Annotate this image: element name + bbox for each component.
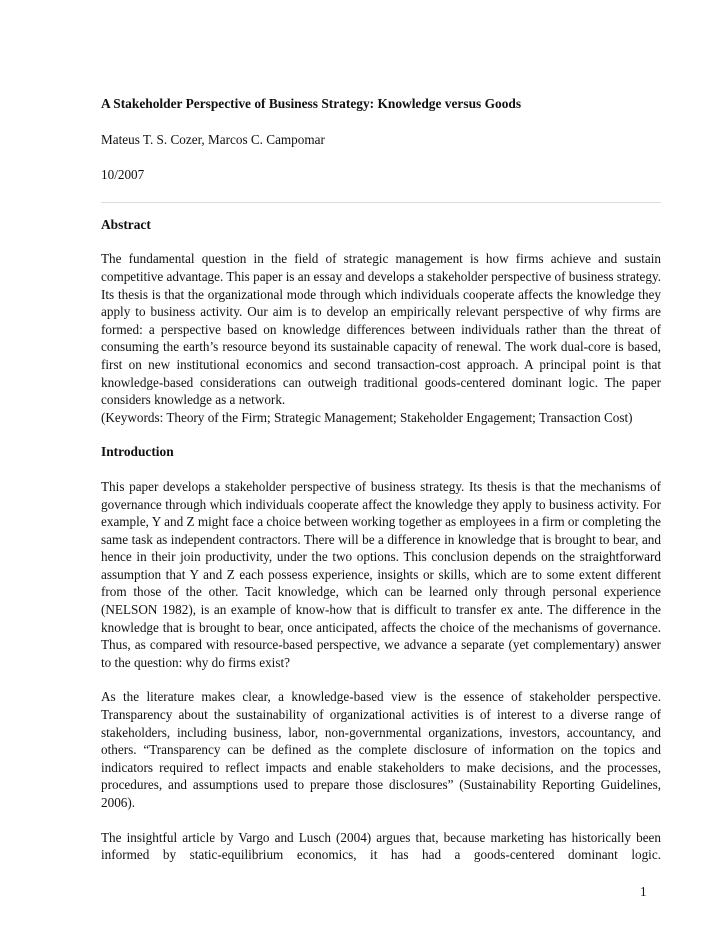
page-number: 1 — [640, 884, 647, 899]
paper-title: A Stakeholder Perspective of Business Strategy: Knowledge versus Goods — [101, 96, 522, 111]
introduction-heading: Introduction — [101, 444, 174, 460]
introduction-paragraph-2: As the literature makes clear, a knowledge-based view is the essence of stakeholder perspective. Transparency about the sustainability of organizational activities is of interest to a diverse range of stakeholders, including business, labor, non-governmental organizations, investors, accountancy, and others. “Transparency can be defined as the complete disclosure of information on the topics and indicators required to reflect impacts and enable stakeholders to make decisions, and the processes, procedures, and assumptions used to prepare those disclosures” (Sustainability Reporting Guidelines, 2006). — [101, 689, 661, 810]
paper-page — [101, 95, 661, 881]
header-divider — [101, 202, 661, 203]
paper-authors: Mateus T. S. Cozer, Marcos C. Campomar — [101, 131, 325, 147]
abstract-body: The fundamental question in the field of strategic management is how firms achieve and sustain competitive advantage. This paper is an essay and develops a stakeholder perspective of business strategy. Its thesis is that the organizational mode through which individuals cooperate affects the knowledge they apply to business activity. Our aim is to develop an empirically relevant perspective of why firms are formed: a perspective based on knowledge differences between individuals rather than the threat of consuming the earth’s resource beyond its sustainable capacity of renewal. The work dual-core is based, first on new institutional economics and second transaction-cost approach. A principal point is that knowledge-based considerations can outweigh traditional goods-centered dominant logic. The paper considers knowledge as a network. — [101, 251, 661, 408]
keywords: (Keywords: Theory of the Firm; Strategic Management; Stakeholder Engagement; Transaction Cost) — [101, 409, 633, 425]
paper-date: 10/2007 — [101, 167, 145, 183]
abstract-heading: Abstract — [101, 216, 151, 232]
introduction-paragraph-1: This paper develops a stakeholder perspective of business strategy. Its thesis is that the mechanisms of governance through which individuals cooperate affect the knowledge they apply to business activity. For example, Y and Z might face a choice between working together as employees in a firm or completing the same task as independent contractors. There will be a difference in knowledge that is brought to bear, and hence in their join productivity, under the two options. This conclusion depends on the straightforward assumption that Y and Z each possess experience, insights or skills, which are to some extent different from those of the other. Tacit knowledge, which can be learned only through personal experience (NELSON 1982), is an example of know-how that is difficult to transfer ex ante. The difference in the knowledge that is brought to bear, once anticipated, affects the choice of the mechanisms of governance. Thus, as compared with resource-based perspective, we advance a separate (yet complementary) answer to the question: why do firms exist? — [101, 478, 661, 670]
introduction-paragraph-3: The insightful article by Vargo and Lusch (2004) argues that, because marketing has historically been informed by static-equilibrium economics, it has had a goods-centered dominant logic. — [101, 829, 661, 863]
